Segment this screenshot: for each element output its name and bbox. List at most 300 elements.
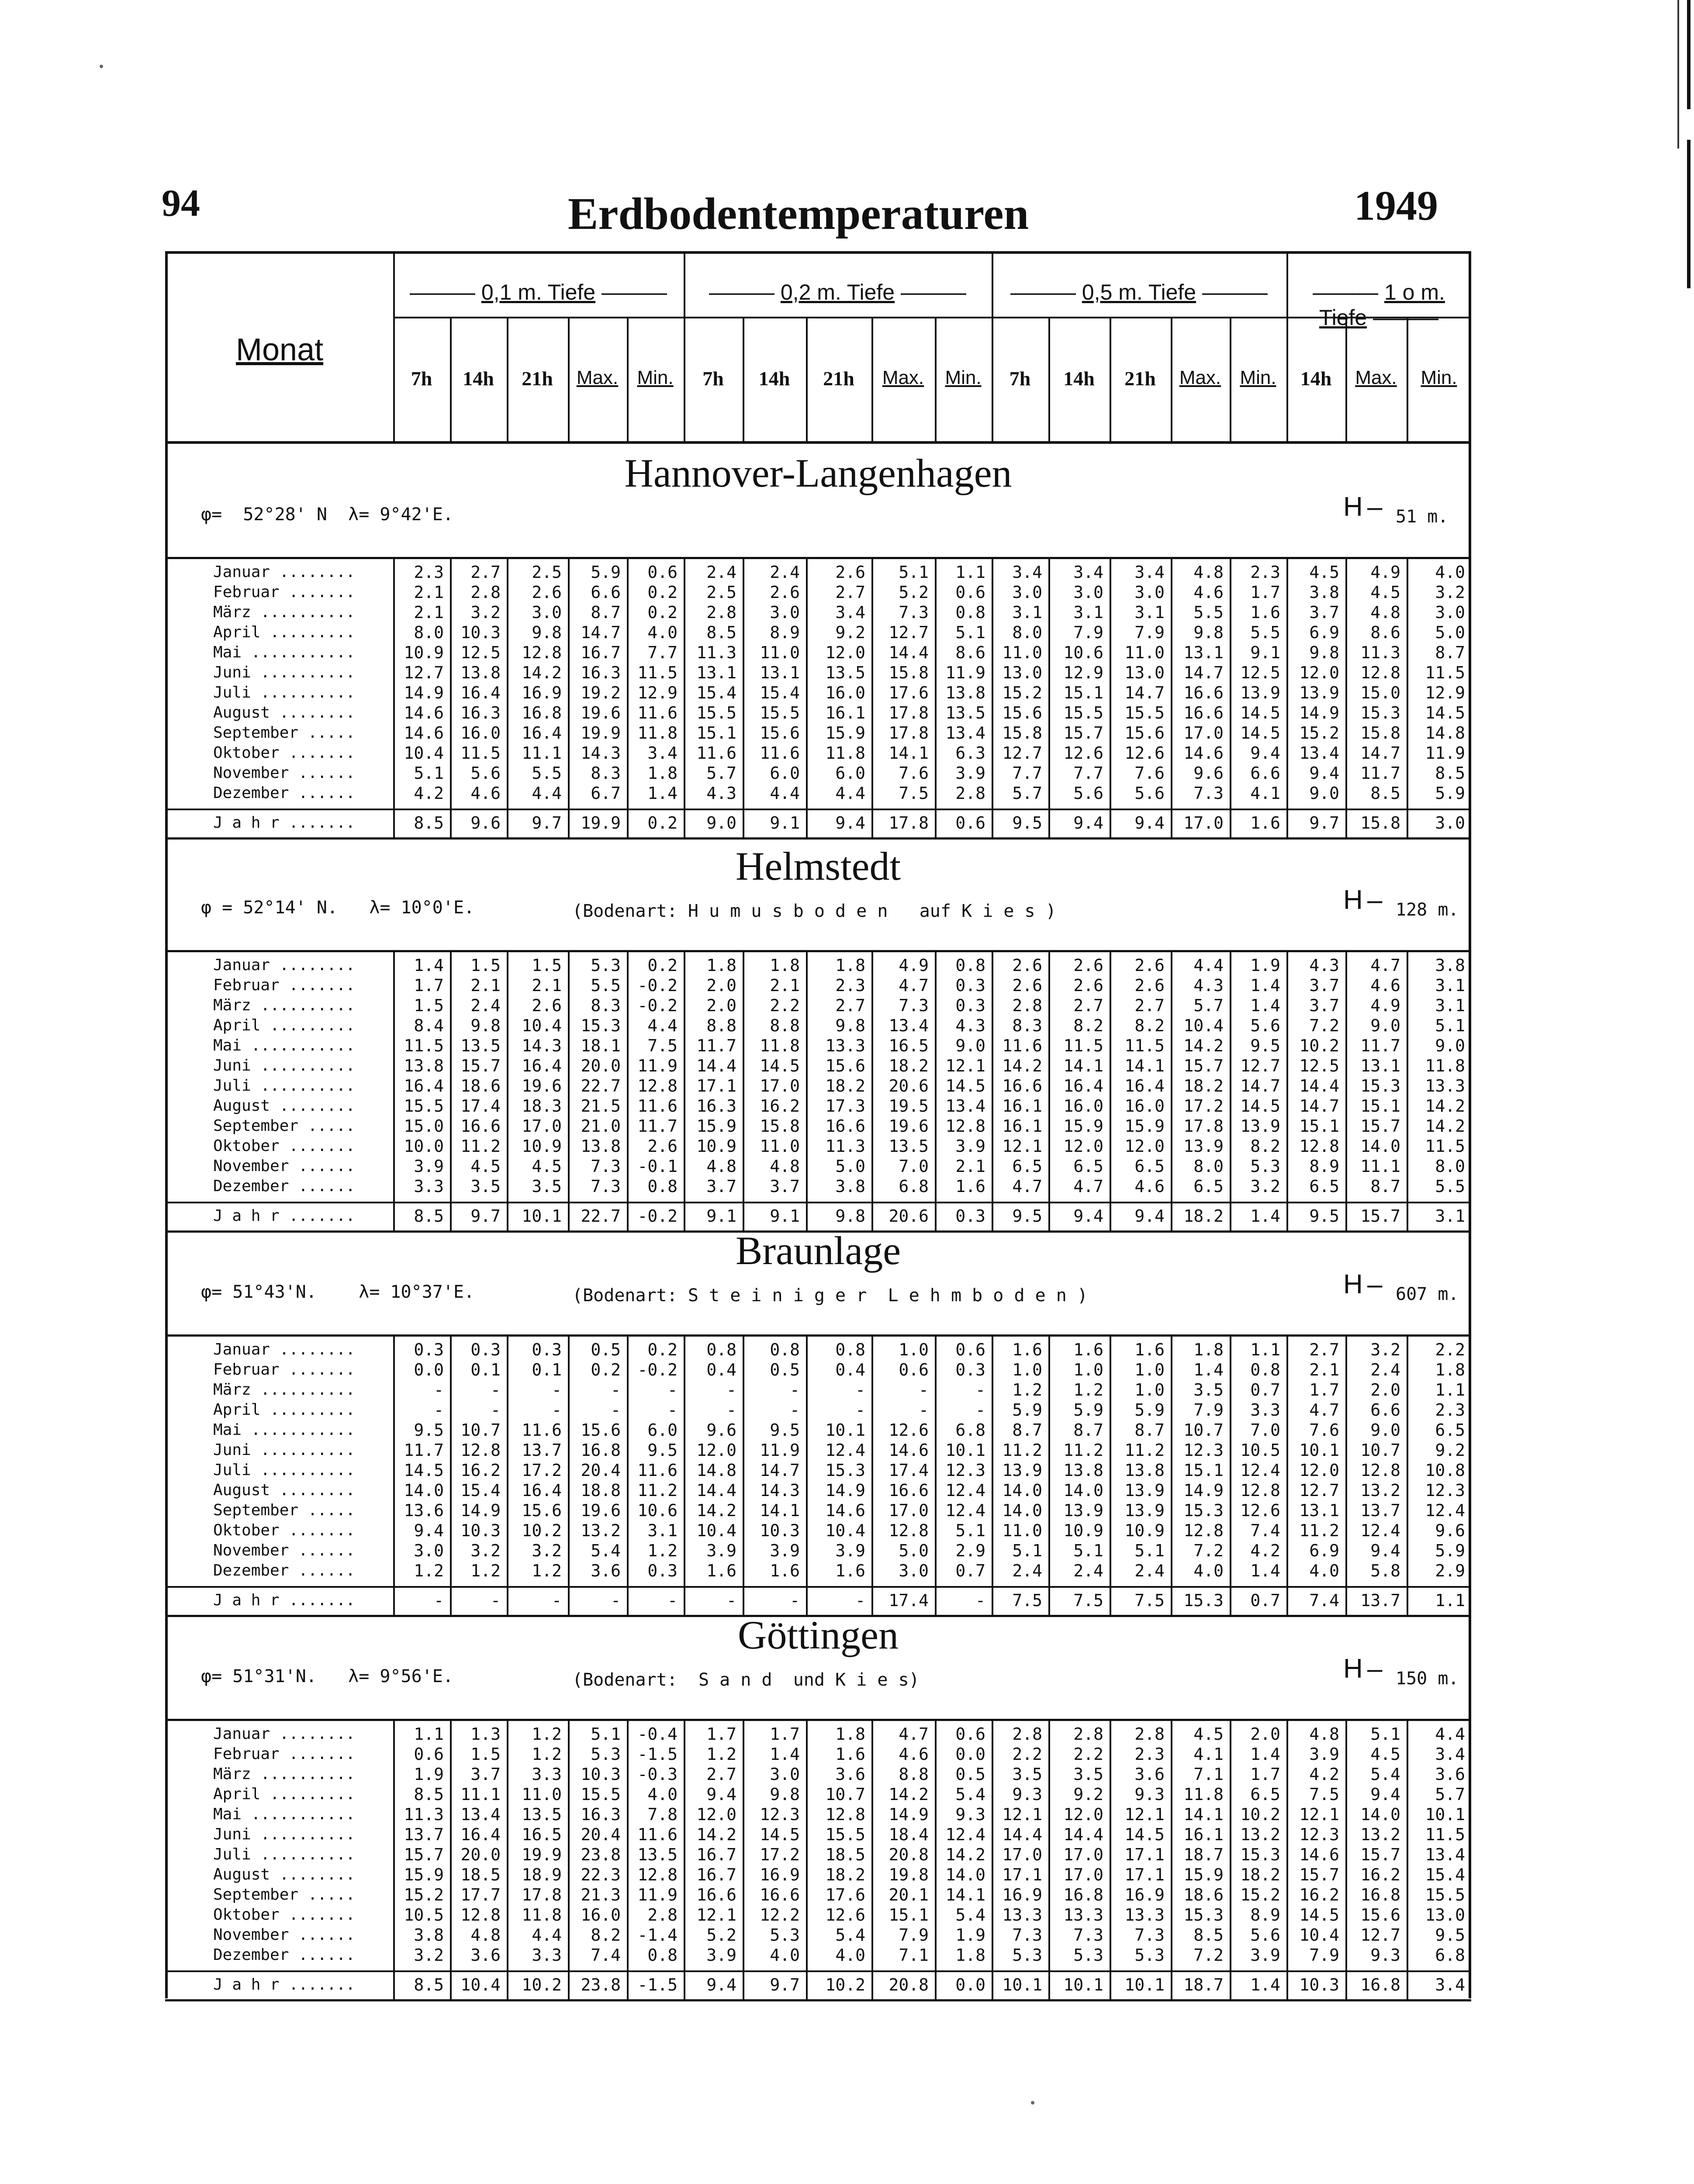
table-cell: 13.4 <box>888 1016 929 1035</box>
table-cell: 5.0 <box>899 1541 929 1560</box>
table-cell: 7.3 <box>899 996 929 1015</box>
table-cell: 10.9 <box>1124 1521 1165 1540</box>
month-label: September ..... <box>213 1886 356 1904</box>
table-cell: 4.8 <box>1370 603 1400 622</box>
table-cell: 14.5 <box>760 1825 800 1844</box>
table-cell: 15.2 <box>1299 723 1339 743</box>
table-cell: 7.5 <box>647 1036 678 1055</box>
table-cell: 15.9 <box>825 723 865 743</box>
table-row <box>165 1885 1471 1905</box>
table-cell: 15.9 <box>1063 1116 1103 1136</box>
table-cell: 3.5 <box>1073 1765 1103 1784</box>
table-cell: 15.0 <box>404 1116 444 1136</box>
table-cell: 17.2 <box>1183 1096 1224 1116</box>
page-title: Erdbodentemperaturen <box>568 189 1029 239</box>
table-cell: 16.5 <box>888 1036 929 1055</box>
table-cell: 17.8 <box>522 1885 562 1904</box>
table-cell: 11.7 <box>1360 1036 1400 1055</box>
table-cell: 13.5 <box>460 1036 501 1055</box>
table-cell: 15.5 <box>1063 703 1103 722</box>
table-cell: 6.5 <box>1193 1177 1224 1196</box>
month-label: Juni .......... <box>213 663 356 681</box>
table-cell: 15.7 <box>1360 1845 1400 1864</box>
table-cell: 11.9 <box>1425 743 1465 763</box>
table-cell: 2.7 <box>835 996 865 1015</box>
table-cell: 17.6 <box>888 683 929 702</box>
header-bottom-line <box>165 441 1471 444</box>
speck <box>100 65 103 68</box>
table-cell: 11.1 <box>1360 1157 1400 1176</box>
table-cell: 13.7 <box>404 1825 444 1844</box>
table-cell: 10.4 <box>1299 1925 1339 1945</box>
month-label: Juni .......... <box>213 1057 356 1075</box>
table-cell: 10.7 <box>825 1785 865 1804</box>
table-cell: 18.2 <box>1183 1206 1224 1226</box>
month-label: Januar ........ <box>213 956 356 974</box>
table-cell: 7.3 <box>1134 1925 1165 1945</box>
table-cell: 13.9 <box>1240 1116 1280 1136</box>
table-cell: 12.4 <box>1240 1461 1280 1480</box>
station-soil-type: (Bodenart: S a n d und K i e s) <box>572 1670 920 1690</box>
table-cell: 13.8 <box>1063 1461 1103 1480</box>
table-cell: 6.6 <box>1250 764 1280 783</box>
table-cell: 1.9 <box>955 1925 985 1945</box>
table-cell: 10.1 <box>825 1420 865 1440</box>
column-header: Min. <box>1421 367 1457 388</box>
table-cell: 15.9 <box>696 1116 736 1136</box>
table-cell: 5.5 <box>591 976 621 995</box>
table-cell: 9.4 <box>414 1521 444 1540</box>
table-cell: 9.5 <box>1435 1925 1465 1945</box>
table-cell: 2.8 <box>1012 996 1042 1015</box>
table-cell: 16.0 <box>460 723 501 743</box>
table-cell: 12.1 <box>1299 1805 1339 1824</box>
table-row <box>165 1136 1471 1156</box>
table-cell: 10.2 <box>522 1975 562 1994</box>
table-cell: 3.9 <box>955 1137 985 1156</box>
table-cell: 14.1 <box>1124 1056 1165 1075</box>
table-cell: 9.7 <box>770 1975 800 1994</box>
table-cell: 1.2 <box>532 1561 562 1580</box>
table-cell: 13.5 <box>888 1137 929 1156</box>
table-cell: 5.7 <box>1193 996 1224 1015</box>
table-cell: 12.3 <box>945 1461 985 1480</box>
table-cell: 5.4 <box>1370 1765 1400 1784</box>
table-cell: 15.6 <box>1124 723 1165 743</box>
table-cell: 14.4 <box>696 1481 736 1500</box>
table-row <box>165 683 1471 703</box>
table-cell: 4.8 <box>770 1157 800 1176</box>
table-cell: 4.5 <box>532 1157 562 1176</box>
column-header: Min. <box>637 367 674 388</box>
table-cell: 7.8 <box>647 1805 678 1824</box>
table-row <box>165 582 1471 602</box>
table-cell: 5.1 <box>955 1521 985 1540</box>
table-cell: 18.2 <box>1183 1076 1224 1095</box>
table-row <box>165 995 1471 1016</box>
table-cell: 10.4 <box>825 1521 865 1540</box>
table-cell: 5.4 <box>955 1905 985 1925</box>
year-label: J a h r ....... <box>213 814 356 832</box>
table-cell: 21.3 <box>581 1885 621 1904</box>
table-cell: 0.7 <box>955 1561 985 1580</box>
table-cell: 4.4 <box>532 784 562 803</box>
table-cell: 11.6 <box>637 1825 678 1844</box>
table-cell: 14.2 <box>1183 1036 1224 1055</box>
table-cell: 5.7 <box>1012 784 1042 803</box>
table-cell: 2.8 <box>1012 1724 1042 1744</box>
table-cell: 10.1 <box>1124 1975 1165 1994</box>
table-cell: 17.8 <box>888 703 929 722</box>
table-cell: 0.2 <box>647 583 678 602</box>
column-header: 14h <box>1063 367 1095 390</box>
table-cell: 14.4 <box>1063 1825 1103 1844</box>
table-cell: 9.3 <box>1370 1946 1400 1965</box>
table-cell: 14.8 <box>696 1461 736 1480</box>
table-cell: 1.1 <box>955 563 985 582</box>
table-cell: 9.0 <box>706 813 736 833</box>
table-cell: 4.7 <box>899 976 929 995</box>
table-cell: 14.0 <box>1063 1481 1103 1500</box>
table-cell: 3.9 <box>706 1541 736 1560</box>
month-label: Oktober ....... <box>213 1521 356 1539</box>
table-cell: 17.1 <box>1124 1845 1165 1864</box>
table-row <box>165 1016 1471 1036</box>
station-coordinates: φ= 51°31'N. λ= 9°56'E. <box>201 1666 453 1686</box>
table-cell: 11.9 <box>637 1885 678 1904</box>
table-cell: 12.4 <box>1360 1521 1400 1540</box>
table-cell: 8.0 <box>1193 1157 1224 1176</box>
table-cell: 12.4 <box>945 1481 985 1500</box>
month-label: März .......... <box>213 603 356 621</box>
table-cell: 4.0 <box>647 1785 678 1804</box>
table-cell: 12.9 <box>1425 683 1465 702</box>
table-cell: 3.2 <box>414 1946 444 1965</box>
table-cell: 1.8 <box>770 956 800 975</box>
table-cell: 13.8 <box>945 683 985 702</box>
table-cell: 0.0 <box>414 1360 444 1379</box>
table-cell: 11.7 <box>404 1441 444 1460</box>
table-cell: 1.5 <box>470 956 501 975</box>
table-cell: 12.0 <box>1063 1137 1103 1156</box>
binding-edge-mark <box>1687 140 1691 288</box>
table-cell: 0.5 <box>955 1765 985 1784</box>
table-cell: -0.2 <box>637 1360 678 1379</box>
table-cell: 8.9 <box>1309 1157 1339 1176</box>
month-label: Mai ........... <box>213 643 356 661</box>
table-cell: 15.7 <box>1299 1865 1339 1884</box>
table-cell: 11.5 <box>637 663 678 682</box>
table-cell: - <box>434 1400 444 1420</box>
table-cell: 13.5 <box>637 1845 678 1864</box>
table-cell: 0.3 <box>470 1340 501 1359</box>
table-cell: 18.2 <box>825 1076 865 1095</box>
table-cell: 9.5 <box>1309 1206 1339 1226</box>
table-cell: 7.3 <box>591 1177 621 1196</box>
speck <box>1031 2101 1034 2105</box>
table-cell: 4.4 <box>1435 1724 1465 1744</box>
table-cell: 16.3 <box>581 663 621 682</box>
table-cell: 14.2 <box>1425 1116 1465 1136</box>
table-cell: 4.7 <box>1012 1177 1042 1196</box>
table-cell: 12.1 <box>945 1056 985 1075</box>
month-label: Januar ........ <box>213 1341 356 1358</box>
table-cell: 6.5 <box>1435 1420 1465 1440</box>
table-cell: 15.5 <box>825 1825 865 1844</box>
table-cell: 0.3 <box>532 1340 562 1359</box>
table-cell: 15.8 <box>1360 723 1400 743</box>
table-cell: 15.1 <box>1063 683 1103 702</box>
table-cell: 7.1 <box>899 1946 929 1965</box>
table-cell: 5.4 <box>835 1925 865 1945</box>
table-cell: 14.2 <box>1002 1056 1042 1075</box>
table-cell: 1.5 <box>470 1745 501 1764</box>
table-cell: 9.5 <box>1012 1206 1042 1226</box>
table-cell: 15.3 <box>825 1461 865 1480</box>
table-cell: 2.6 <box>1134 976 1165 995</box>
table-cell: 11.2 <box>1063 1441 1103 1460</box>
table-cell: 9.4 <box>1370 1541 1400 1560</box>
table-cell: 14.1 <box>1063 1056 1103 1075</box>
column-header: 7h <box>411 367 432 390</box>
table-cell: 2.1 <box>414 603 444 622</box>
table-cell: 3.3 <box>532 1765 562 1784</box>
table-cell: 12.9 <box>1063 663 1103 682</box>
table-cell: 12.1 <box>1002 1137 1042 1156</box>
table-cell: 14.2 <box>522 663 562 682</box>
table-cell: 11.7 <box>1360 764 1400 783</box>
year-total-row <box>165 813 1471 833</box>
table-cell: 9.7 <box>532 813 562 833</box>
month-label: August ........ <box>213 1097 356 1115</box>
table-cell: 14.1 <box>760 1501 800 1520</box>
table-cell: -0.2 <box>637 1206 678 1226</box>
month-label: September ..... <box>213 724 356 742</box>
table-cell: 7.7 <box>647 643 678 662</box>
depth-group-header: ——— 0,5 m. Tiefe ——— <box>1010 280 1268 304</box>
table-cell: 17.2 <box>522 1461 562 1480</box>
table-cell: 6.5 <box>1134 1157 1165 1176</box>
table-cell: 19.9 <box>522 1845 562 1864</box>
table-cell: 3.5 <box>532 1177 562 1196</box>
table-cell: 16.7 <box>696 1865 736 1884</box>
table-cell: 2.7 <box>1309 1340 1339 1359</box>
table-cell: 12.8 <box>522 643 562 662</box>
table-cell: 6.0 <box>770 764 800 783</box>
table-cell: 11.1 <box>522 743 562 763</box>
table-row <box>165 1925 1471 1945</box>
table-cell: 1.6 <box>1250 603 1280 622</box>
table-cell: 8.7 <box>1134 1420 1165 1440</box>
table-cell: 16.0 <box>1063 1096 1103 1116</box>
table-cell: 13.3 <box>1002 1905 1042 1925</box>
table-cell: 14.0 <box>945 1865 985 1884</box>
table-cell: 0.8 <box>647 1177 678 1196</box>
table-cell: 12.8 <box>460 1441 501 1460</box>
table-cell: 14.6 <box>404 723 444 743</box>
table-cell: 15.6 <box>1002 703 1042 722</box>
table-cell: 16.9 <box>1002 1885 1042 1904</box>
table-cell: 12.1 <box>696 1905 736 1925</box>
table-cell: 1.8 <box>835 956 865 975</box>
table-cell: 3.9 <box>1250 1946 1280 1965</box>
table-cell: 9.8 <box>835 1016 865 1035</box>
table-cell: 11.2 <box>1002 1441 1042 1460</box>
table-cell: 4.6 <box>899 1745 929 1764</box>
table-cell: 3.5 <box>1193 1380 1224 1400</box>
table-cell: 16.3 <box>581 1805 621 1824</box>
table-cell: 10.7 <box>1360 1441 1400 1460</box>
month-label: Juni .......... <box>213 1441 356 1459</box>
table-cell: 3.7 <box>1309 976 1339 995</box>
month-label: November ...... <box>213 1926 356 1944</box>
table-row <box>165 1905 1471 1925</box>
month-label: Juli .......... <box>213 1461 356 1479</box>
table-cell: 5.4 <box>955 1785 985 1804</box>
table-cell: -0.2 <box>637 976 678 995</box>
table-cell: 1.8 <box>1435 1360 1465 1379</box>
table-cell: 7.2 <box>1309 1016 1339 1035</box>
month-label: Mai ........... <box>213 1037 356 1054</box>
header-group-divider <box>393 317 1471 318</box>
table-cell: 14.2 <box>696 1501 736 1520</box>
table-cell: 11.2 <box>460 1137 501 1156</box>
table-cell: 0.6 <box>899 1360 929 1379</box>
table-cell: 12.8 <box>637 1865 678 1884</box>
table-cell: 8.9 <box>770 623 800 642</box>
table-row <box>165 763 1471 783</box>
table-cell: 2.6 <box>1073 976 1103 995</box>
table-cell: 3.2 <box>470 1541 501 1560</box>
table-cell: 4.3 <box>706 784 736 803</box>
table-cell: 3.3 <box>414 1177 444 1196</box>
table-cell: 3.0 <box>1073 583 1103 602</box>
table-cell: - <box>491 1380 501 1400</box>
table-cell: 16.1 <box>1183 1825 1224 1844</box>
table-cell: 7.9 <box>1073 623 1103 642</box>
table-cell: 13.3 <box>1124 1905 1165 1925</box>
table-cell: 9.4 <box>1073 1206 1103 1226</box>
table-cell: 17.1 <box>1124 1865 1165 1884</box>
table-cell: 14.9 <box>1183 1481 1224 1500</box>
table-cell: 3.6 <box>1134 1765 1165 1784</box>
table-cell: - <box>667 1380 678 1400</box>
table-cell: 13.3 <box>1425 1076 1465 1095</box>
table-cell: 3.1 <box>1073 603 1103 622</box>
table-cell: 15.7 <box>1360 1116 1400 1136</box>
table-cell: 5.8 <box>1370 1561 1400 1580</box>
station-height-dash: – <box>1367 1269 1383 1299</box>
table-cell: 17.8 <box>1183 1116 1224 1136</box>
table-cell: 23.8 <box>581 1845 621 1864</box>
table-cell: 15.6 <box>760 723 800 743</box>
table-cell: 16.1 <box>1002 1116 1042 1136</box>
month-label: Oktober ....... <box>213 744 356 762</box>
table-cell: 8.8 <box>770 1016 800 1035</box>
table-cell: 19.9 <box>581 723 621 743</box>
table-cell: 14.0 <box>404 1481 444 1500</box>
table-cell: 15.7 <box>460 1056 501 1075</box>
table-cell: 20.4 <box>581 1825 621 1844</box>
table-cell: 16.4 <box>404 1076 444 1095</box>
table-cell: 7.3 <box>899 603 929 622</box>
table-cell: 1.6 <box>770 1561 800 1580</box>
table-cell: 17.0 <box>1063 1865 1103 1884</box>
table-cell: 8.3 <box>591 764 621 783</box>
table-cell: 14.1 <box>1183 1805 1224 1824</box>
table-cell: 14.3 <box>522 1036 562 1055</box>
table-row <box>165 783 1471 803</box>
table-cell: - <box>611 1380 621 1400</box>
table-cell: 8.7 <box>1073 1420 1103 1440</box>
table-cell: 15.3 <box>1183 1501 1224 1520</box>
station-height-label: H <box>1343 1269 1363 1299</box>
table-cell: 6.8 <box>955 1420 985 1440</box>
table-cell: 0.8 <box>770 1340 800 1359</box>
table-cell: 2.2 <box>770 996 800 1015</box>
table-cell: 6.6 <box>1370 1400 1400 1420</box>
table-cell: 11.8 <box>760 1036 800 1055</box>
table-cell: 22.7 <box>581 1206 621 1226</box>
table-row <box>165 1764 1471 1784</box>
table-cell: 14.9 <box>888 1805 929 1824</box>
table-cell: 5.6 <box>1073 784 1103 803</box>
table-cell: 11.5 <box>460 743 501 763</box>
station-table-bottom-line <box>165 837 1471 840</box>
table-cell: 5.1 <box>1073 1541 1103 1560</box>
table-cell: 3.4 <box>1435 1745 1465 1764</box>
table-cell: 14.5 <box>945 1076 985 1095</box>
table-row <box>165 1500 1471 1521</box>
table-cell: 15.5 <box>1425 1885 1465 1904</box>
table-cell: 14.5 <box>1240 1096 1280 1116</box>
month-label: März .......... <box>213 996 356 1014</box>
table-cell: 1.4 <box>1250 996 1280 1015</box>
table-cell: 9.0 <box>955 1036 985 1055</box>
table-cell: 15.6 <box>522 1501 562 1520</box>
page-number: 94 <box>162 182 200 225</box>
table-cell: 3.0 <box>414 1541 444 1560</box>
table-row <box>165 1784 1471 1804</box>
table-cell: 9.6 <box>1435 1521 1465 1540</box>
table-cell: 8.4 <box>414 1016 444 1035</box>
table-cell: 2.6 <box>770 583 800 602</box>
table-cell: 13.9 <box>1183 1137 1224 1156</box>
table-cell: - <box>790 1380 800 1400</box>
column-header: Min. <box>945 367 982 388</box>
table-row <box>165 1945 1471 1965</box>
table-cell: 10.7 <box>460 1420 501 1440</box>
table-cell: 10.6 <box>637 1501 678 1520</box>
table-cell: 0.3 <box>414 1340 444 1359</box>
table-cell: 3.4 <box>1134 563 1165 582</box>
table-cell: 10.1 <box>522 1206 562 1226</box>
table-cell: 5.1 <box>1134 1541 1165 1560</box>
table-cell: 11.3 <box>825 1137 865 1156</box>
table-cell: 3.9 <box>706 1946 736 1965</box>
table-cell: 16.6 <box>825 1116 865 1136</box>
table-cell: 1.2 <box>706 1745 736 1764</box>
table-cell: 14.9 <box>825 1481 865 1500</box>
table-cell: 15.5 <box>760 703 800 722</box>
table-cell: 15.7 <box>404 1845 444 1864</box>
table-cell: 1.4 <box>1250 1975 1280 1994</box>
table-cell: 12.7 <box>1299 1481 1339 1500</box>
table-cell: 2.0 <box>706 996 736 1015</box>
table-cell: 15.1 <box>696 723 736 743</box>
table-cell: 1.2 <box>532 1745 562 1764</box>
table-cell: 8.2 <box>1250 1137 1280 1156</box>
